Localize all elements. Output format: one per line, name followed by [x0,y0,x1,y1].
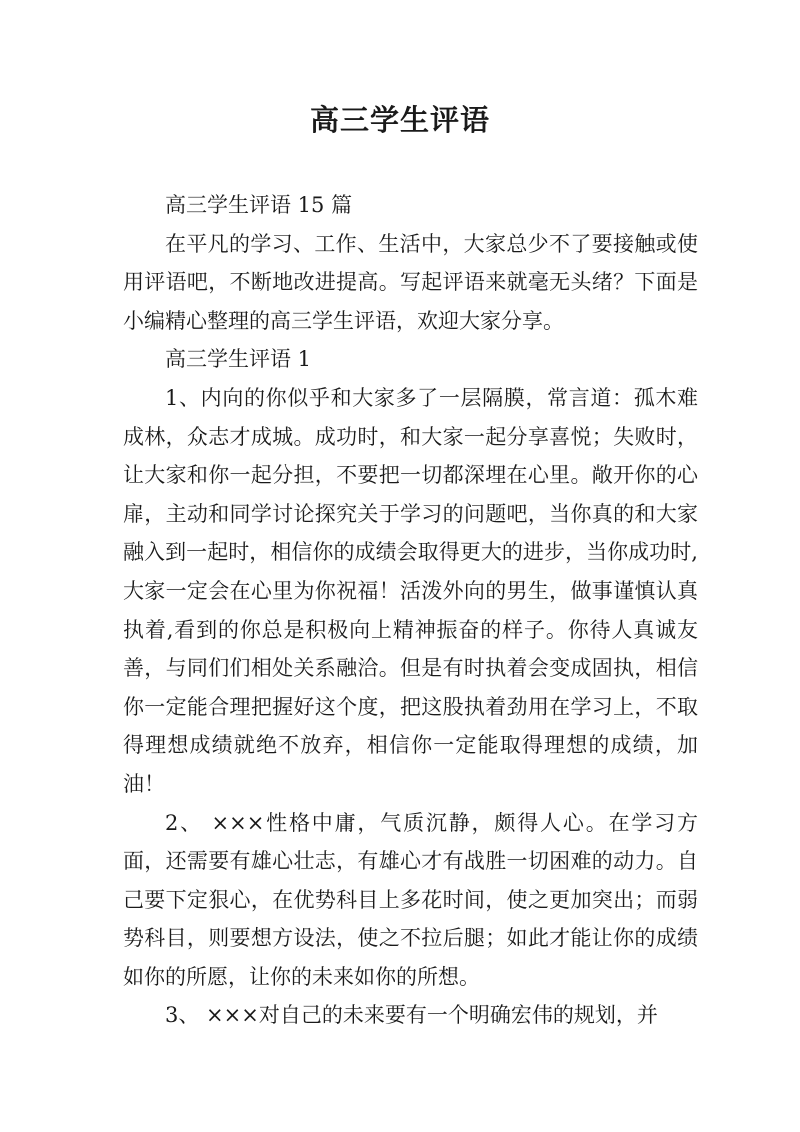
comment-paragraph-3: 3、 ×××对自己的未来要有一个明确宏伟的规划，并 [165,1003,658,1028]
intro-paragraph: 在平凡的学习、工作、生活中，大家总少不了要接触或使用评语吧，不断地改进提高。写起评语来就毫无头绪？下面是小编精心整理的高三学生评语，欢迎大家分享。 [123,231,698,333]
comment-paragraph-2: 2、 ×××性格中庸，气质沉静，颇得人心。在学习方面，还需要有雄心壮志，有雄心才有战胜一切困难的动力。自己要下定狠心，在优势科目上多花时间，使之更加突出；而弱势科目，则要想方设法，使之不拉后腿；如此才能让你的成绩如你的所愿，让你的未来如你的所想。 [123,810,698,989]
document-body [123,186,698,1035]
subtitle-paragraph: 高三学生评语 15 篇 [165,193,353,217]
document-title: 高三学生评语 [309,103,490,137]
section-heading: 高三学生评语 1 [165,347,312,372]
comment-paragraph-1: 1、内向的你似乎和大家多了一层隔膜，常言道：孤木难成林，众志才成城。成功时，和大家一起分享喜悦；失败时，让大家和你一起分担，不要把一切都深埋在心里。敞开你的心扉，主动和同学讨论探究关于学习的问题吧，当你真的和大家融入到一起时，相信你的成绩会取得更大的进步，当你成功时,大家一定会在心里为你祝福！活泼外向的男生，做事谨慎认真执着,看到的你总是积极向上精神振奋的样子。你待人真诚友善，与同们们相处关系融洽。但是有时执着会变成固执，相信你一定能合理把握好这个度，把这股执着劲用在学习上，不取得理想成绩就绝不放弃，相信你一定能取得理想的成绩，加油！ [123,385,698,796]
